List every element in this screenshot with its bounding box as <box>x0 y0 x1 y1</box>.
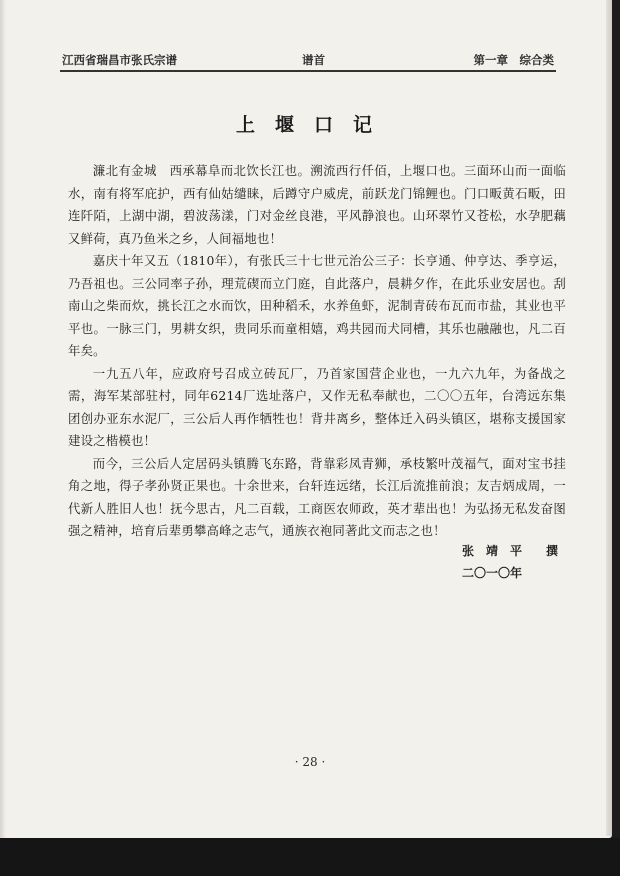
header-chapter: 第一章 综合类 <box>473 53 554 67</box>
running-header <box>56 50 556 70</box>
header-divider <box>60 70 556 72</box>
date-line: 二〇一〇年 <box>462 566 523 580</box>
signature-block <box>462 540 558 584</box>
paragraph-3: 一九五八年，应政府号召成立砖瓦厂，乃首家国营企业也，一九六九年，为备战之需，海军某部驻村，同年6214厂选址落户，又作无私奉献也，二〇〇五年，台湾远东集团创办亚东水泥厂，三公后人再作牺牲也！背井离乡，整体迁入码头镇区，堪称支援国家建设之楷模也！ <box>68 365 566 448</box>
paragraph-2: 嘉庆十年又五（1810年），有张氏三十七世元治公三子：长亨通、仲亨达、季亨运，乃吾祖也。三公同率子孙，理荒碶而立门庭，自此落户，晨耕夕作，在此乐业安居也。刮南山之柴而炊，挑长江之水而饮，田种稻禾，水养鱼虾，泥制青砖布瓦而市盐，其业也平平也。一脉三门，男耕女织，贵同乐而童相嬉，鸡共园而犬同槽，其乐也融融也，凡二百年矣。 <box>68 253 566 358</box>
author-line: 张 靖 平 撰 <box>462 544 559 558</box>
page-number: · 28 · <box>294 755 326 769</box>
header-book-title: 江西省瑞昌市张氏宗谱 <box>62 53 177 67</box>
paragraph-1: 濂北有金城 西承幕阜而北饮长江也。溯流西行仟佰，上堰口也。三面环山而一面临水，南有将军庇护，西有仙姑缱睐，后蹲守户威虎，前跃龙门锦鲤也。门口畈黄石畈，田连阡陌，上湖中湖，碧波荡漾，门对金丝良港，平风静浪也。山环翠竹又苍松，水孕肥藕又鲜荷，真乃鱼米之乡，人间福地也！ <box>68 163 566 246</box>
paragraph-4: 而今，三公后人定居码头镇腾飞东路，背靠彩凤青狮，承枝繁叶茂福气，面对宝书挂角之地，得子孝孙贤正果也。十余世来，台轩连远绪，长江后流推前浪；友吉炳成周，一代新人胜旧人也！抚今思古，凡二百载，工商医农师政，英才辈出也！为弘扬无私发奋图强之精神，培育后辈勇攀高峰之志气，通族衣袍同著此文而志之也！ <box>68 455 566 538</box>
page-title: 上堰口记 <box>235 114 392 136</box>
header-section: 谱首 <box>302 53 325 67</box>
article-body <box>68 160 566 543</box>
scan-background-band <box>0 838 620 876</box>
